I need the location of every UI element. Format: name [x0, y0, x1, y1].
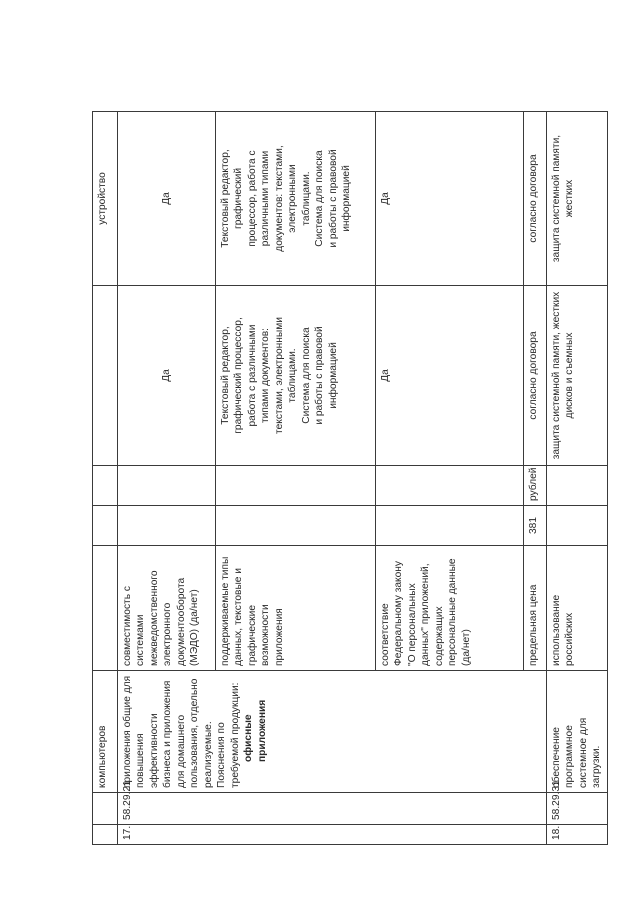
row17-char4-unit: рублей [524, 466, 547, 506]
row17-char2-code [216, 506, 376, 546]
row18-char-name: использование российских [547, 546, 608, 671]
row17-char3-name: соответствие Федеральному закону "О персональных данных" приложений, содержащих персональные данные (да/нет) [376, 546, 524, 671]
cell-category: компьютеров [93, 671, 118, 793]
row17-char1-code [118, 506, 216, 546]
row18-code: 58.29.31 [547, 793, 608, 825]
row17-char4-value-alt: согласно договора [524, 112, 547, 286]
row17-char1 [118, 112, 216, 845]
row17-char2-value: Текстовый редактор, графический процессор, работа с различными типами документов: текстами, электронными таблицами. Система для поиска и работы с правовой информацией [216, 286, 376, 466]
row17-subname: офисные приложения [243, 699, 268, 762]
row17-char2-unit [216, 466, 376, 506]
row17-char3-value: Да [376, 286, 524, 466]
row17-char3-unit [376, 466, 524, 506]
row17-code: 58.29.21 [118, 793, 547, 825]
cell-empty-unit [93, 466, 118, 506]
row18-char-code [547, 506, 608, 546]
row17-name [118, 671, 547, 793]
cell-empty-num [93, 825, 118, 845]
row18-value-alt: защита системной памяти, жестких [547, 112, 608, 286]
row17-char2-name: поддерживаемые типы данных, текстовые и графические возможности приложения [216, 546, 376, 671]
row17-number: 17. [118, 825, 547, 845]
cell-empty-char [93, 546, 118, 671]
header-row [93, 112, 118, 845]
row17-char1-value-alt: Да [118, 112, 216, 286]
row17-char4-code: 381 [524, 506, 547, 546]
requirements-table [92, 111, 608, 845]
row18 [547, 112, 608, 845]
cell-device: устройство [93, 112, 118, 286]
row17-char1-unit [118, 466, 216, 506]
row18-name: обеспечение программное системное для загрузки. [547, 671, 608, 793]
rotated-table-sheet [92, 112, 603, 845]
row18-number: 18. [547, 825, 608, 845]
row17-char1-value: Да [118, 286, 216, 466]
row17-char3-value-alt: Да [376, 112, 524, 286]
row17-char4-name: предельная цена [524, 546, 547, 671]
cell-empty-code [93, 793, 118, 825]
row18-value: защита системной памяти, жестких дисков и съемных [547, 286, 608, 466]
row17-char1-name: совместимость с системами межведомственного электронного документооборота (МЭДО) (да/нет) [118, 546, 216, 671]
row17-char2-value-alt: Текстовый редактор, графический процессор, работа с различными типами документов: текстами, электронными таблицами. Система для поиска и работы с правовой информацией [216, 112, 376, 286]
row17-name-text: приложения общие для повышения эффективности бизнеса и приложения для домашнего пользования, отдельно реализуемые. Пояснения по требуемой продукции: [122, 675, 241, 788]
row17-char3-code [376, 506, 524, 546]
cell-empty-code2 [93, 506, 118, 546]
row17-char4-value: согласно договора [524, 286, 547, 466]
row18-char-unit [547, 466, 608, 506]
cell-empty-value [93, 286, 118, 466]
